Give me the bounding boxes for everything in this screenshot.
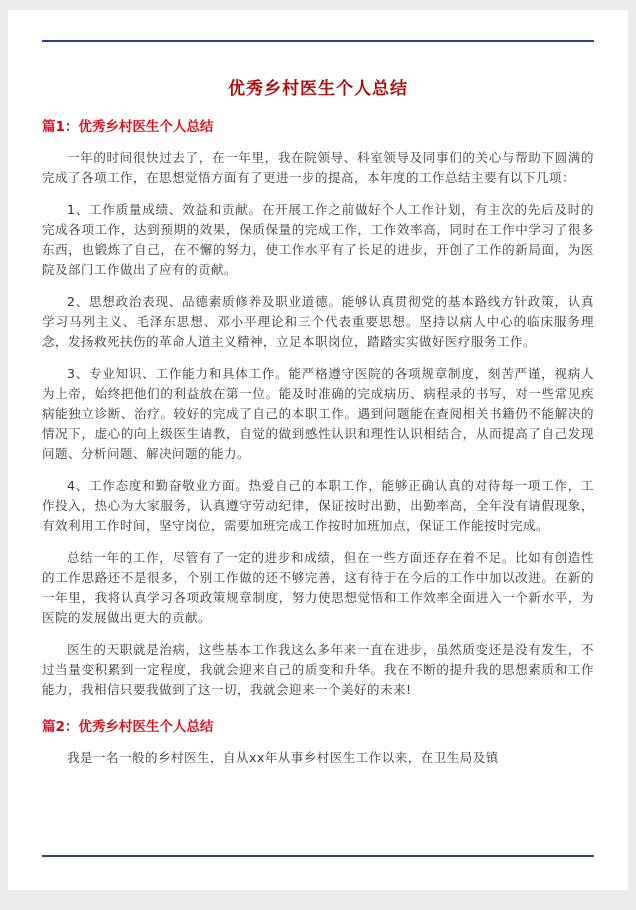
document-title: 优秀乡村医生个人总结: [228, 79, 408, 99]
top-divider: [42, 40, 594, 42]
paragraph: 4、工作态度和勤奋敬业方面。热爱自己的本职工作，能够正确认真的对待每一项工作，工作投入，热心为大家服务，认真遵守劳动纪律，保证按时出勤，出勤率高，全年没有请假现象，有效利用工作时间，坚守岗位，需要加班完成工作按时加班加点，保证工作能按时完成。: [42, 478, 594, 533]
section-2-heading: 篇2：优秀乡村医生个人总结: [42, 719, 214, 735]
section-1-heading: 篇1：优秀乡村医生个人总结: [42, 119, 214, 135]
bottom-divider: [42, 855, 594, 857]
paragraph: 1、工作质量成绩、效益和贡献。在开展工作之前做好个人工作计划，有主次的先后及时的完成各项工作，达到预期的效果，保质保量的完成工作，工作效率高，同时在工作中学习了很多东西，也锻炼了自己，在不懈的努力，使工作水平有了长足的进步，开创了工作的新局面，为医院及部门工作做出了应有的贡献。: [42, 202, 594, 277]
document-page: [8, 10, 628, 890]
paragraph: 3、专业知识、工作能力和具体工作。能严格遵守医院的各项规章制度，刻苦严谨，视病人为上帝，始终把他们的利益放在第一位。能及时准确的完成病历、病程录的书写，对一些常见疾病能独立诊断、治疗。较好的完成了自己的本职工作。遇到问题能在查阅相关书籍仍不能解决的情况下，虚心的向上级医生请教，自觉的做到感性认识和理性认识相结合，从而提高了自己发现问题、分析问题、解决问题的能力。: [42, 366, 594, 461]
paragraph: 我是一名一般的乡村医生，自从xx年从事乡村医生工作以来，在卫生局及镇: [67, 750, 499, 765]
paragraph: 总结一年的工作，尽管有了一定的进步和成绩，但在一些方面还存在着不足。比如有创造性的工作思路还不是很多，个别工作做的还不够完善，这有待于在今后的工作中加以改进。在新的一年里，我将认真学习各项政策规章制度，努力使思想觉悟和工作效率全面进入一个新水平，为医院的发展做出更大的贡献。: [42, 550, 594, 625]
paragraph: 一年的时间很快过去了，在一年里，我在院领导、科室领导及同事们的关心与帮助下圆满的完成了各项工作，在思想觉悟方面有了更进一步的提高，本年度的工作总结主要有以下几项：: [42, 150, 594, 185]
paragraph: 2、思想政治表现、品德素质修养及职业道德。能够认真贯彻党的基本路线方针政策，认真学习马列主义、毛泽东思想、邓小平理论和三个代表重要思想。坚持以病人中心的临床服务理念，发扬救死扶伤的革命人道主义精神，立足本职岗位，踏踏实实做好医疗服务工作。: [42, 294, 594, 349]
paragraph: 医生的天职就是治病，这些基本工作我这么多年来一直在进步，虽然质变还是没有发生，不过当量变积累到一定程度，我就会迎来自己的质变和升华。我在不断的提升我的思想素质和工作能力，我相信只要我做到了这一切，我就会迎来一个美好的未来!: [42, 642, 594, 697]
